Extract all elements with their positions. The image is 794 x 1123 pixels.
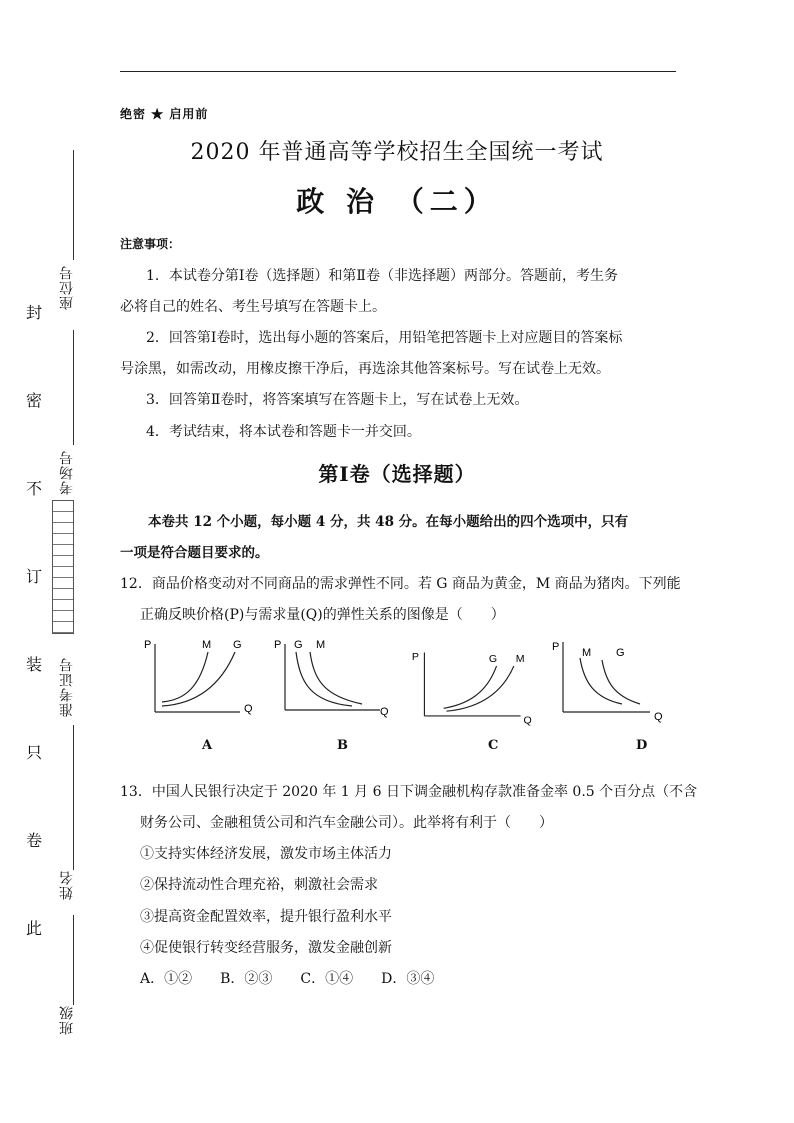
binding-line — [73, 330, 74, 445]
seal-char: 封 — [26, 303, 43, 322]
graph-q-label: Q — [654, 711, 663, 723]
graph-option-b: B — [337, 738, 348, 753]
curve-label: G — [616, 647, 625, 659]
seat-no-label: 座位号 — [59, 265, 75, 310]
q12-stem-cont: 正确反映价格(P)与需求量(Q)的弹性关系的图像是（ ） — [140, 607, 505, 623]
notice-heading: 注意事项： — [120, 237, 181, 251]
exam-title: 2020 年普通高等学校招生全国统一考试 — [190, 140, 604, 165]
notice-item: 4．考试结束，将本试卷和答题卡一并交回。 — [146, 424, 421, 440]
graph-q-label: Q — [523, 714, 532, 727]
graph-option-a: A — [202, 738, 213, 753]
seal-char: 装 — [26, 655, 43, 674]
curve-label: G — [233, 639, 242, 651]
seal-char: 密 — [26, 391, 43, 410]
graph-p-label: P — [274, 639, 282, 651]
notice-item-cont: 必将自己的姓名、考生号填写在答题卡上。 — [120, 299, 386, 315]
seal-char: 只 — [26, 743, 43, 762]
q13-item: ①支持实体经济发展，激发市场主体活力 — [140, 846, 392, 862]
graph-p-label: P — [411, 651, 419, 664]
seal-char: 卷 — [26, 831, 43, 850]
seal-char: 此 — [26, 919, 43, 938]
notice-item: 1．本试卷分第Ⅰ卷（选择题）和第Ⅱ卷（非选择题）两部分。答题前，考生务 — [146, 268, 618, 284]
top-rule — [120, 71, 676, 72]
q13-stem: 13．中国人民银行决定于 2020 年 1 月 6 日下调金融机构存款准备金率 0.5 个百分点（不含 — [120, 784, 698, 800]
secret-label: 绝密 ★ 启用前 — [120, 107, 209, 121]
q12-stem: 12．商品价格变动对不同商品的需求弹性不同。若 G 商品为黄金，M 商品为猪肉。下列能 — [120, 576, 681, 592]
graph-p-label: P — [552, 641, 560, 653]
curve-label: M — [515, 653, 525, 666]
notice-item: 3．回答第Ⅱ卷时，将答案填写在答题卡上，写在试卷上无效。 — [146, 392, 529, 408]
q13-item: ④促使银行转变经营服务，激发金融创新 — [140, 940, 392, 956]
graph-q-label: Q — [244, 703, 253, 715]
graph-b — [272, 632, 397, 732]
q13-choices: A．①② B．②③ C．①④ D．③④ — [140, 971, 435, 987]
graph-a — [140, 632, 265, 732]
notice-item-cont: 号涂黑，如需改动，用橡皮擦干净后，再选涂其他答案标号。写在试卷上无效。 — [120, 361, 610, 377]
class-label: 班级 — [59, 1005, 75, 1035]
binding-line — [73, 915, 74, 1005]
graph-d — [550, 632, 675, 732]
section-title: 第Ⅰ卷（选择题） — [318, 462, 476, 486]
curve-label: M — [582, 647, 592, 659]
seat-grid — [52, 500, 74, 634]
curve-label: G — [294, 639, 303, 651]
graph-q-label: Q — [380, 706, 389, 718]
seal-char: 不 — [26, 479, 43, 498]
q13-item: ②保持流动性合理充裕，刺激社会需求 — [140, 877, 378, 893]
binding-line — [73, 150, 74, 260]
section-intro: 本卷共 12 个小题，每小题 4 分，共 48 分。在每小题给出的四个选项中，只有 — [148, 514, 629, 530]
graph-option-c: C — [488, 738, 499, 753]
curve-label: M — [316, 639, 326, 651]
exam-room-label: 考场号 — [59, 450, 75, 495]
binding-line — [73, 725, 74, 870]
curve-label: M — [202, 639, 212, 651]
q13-stem-cont: 财务公司、金融租赁公司和汽车金融公司）。此举将有利于（ ） — [140, 815, 553, 831]
graph-option-d: D — [636, 738, 648, 753]
section-intro-cont: 一项是符合题目要求的。 — [120, 545, 269, 561]
admission-no-label: 准考证号 — [59, 657, 75, 717]
name-label: 姓名 — [59, 870, 75, 900]
graph-c — [410, 640, 535, 740]
q13-item: ③提高资金配置效率，提升银行盈利水平 — [140, 909, 392, 925]
notice-item: 2．回答第Ⅰ卷时，选出每小题的答案后，用铅笔把答题卡上对应题目的答案标 — [146, 330, 623, 346]
seal-char: 订 — [26, 567, 43, 586]
curve-label: G — [488, 653, 498, 666]
subject-title: 政 治 （二） — [296, 185, 498, 218]
graph-p-label: P — [144, 639, 152, 651]
